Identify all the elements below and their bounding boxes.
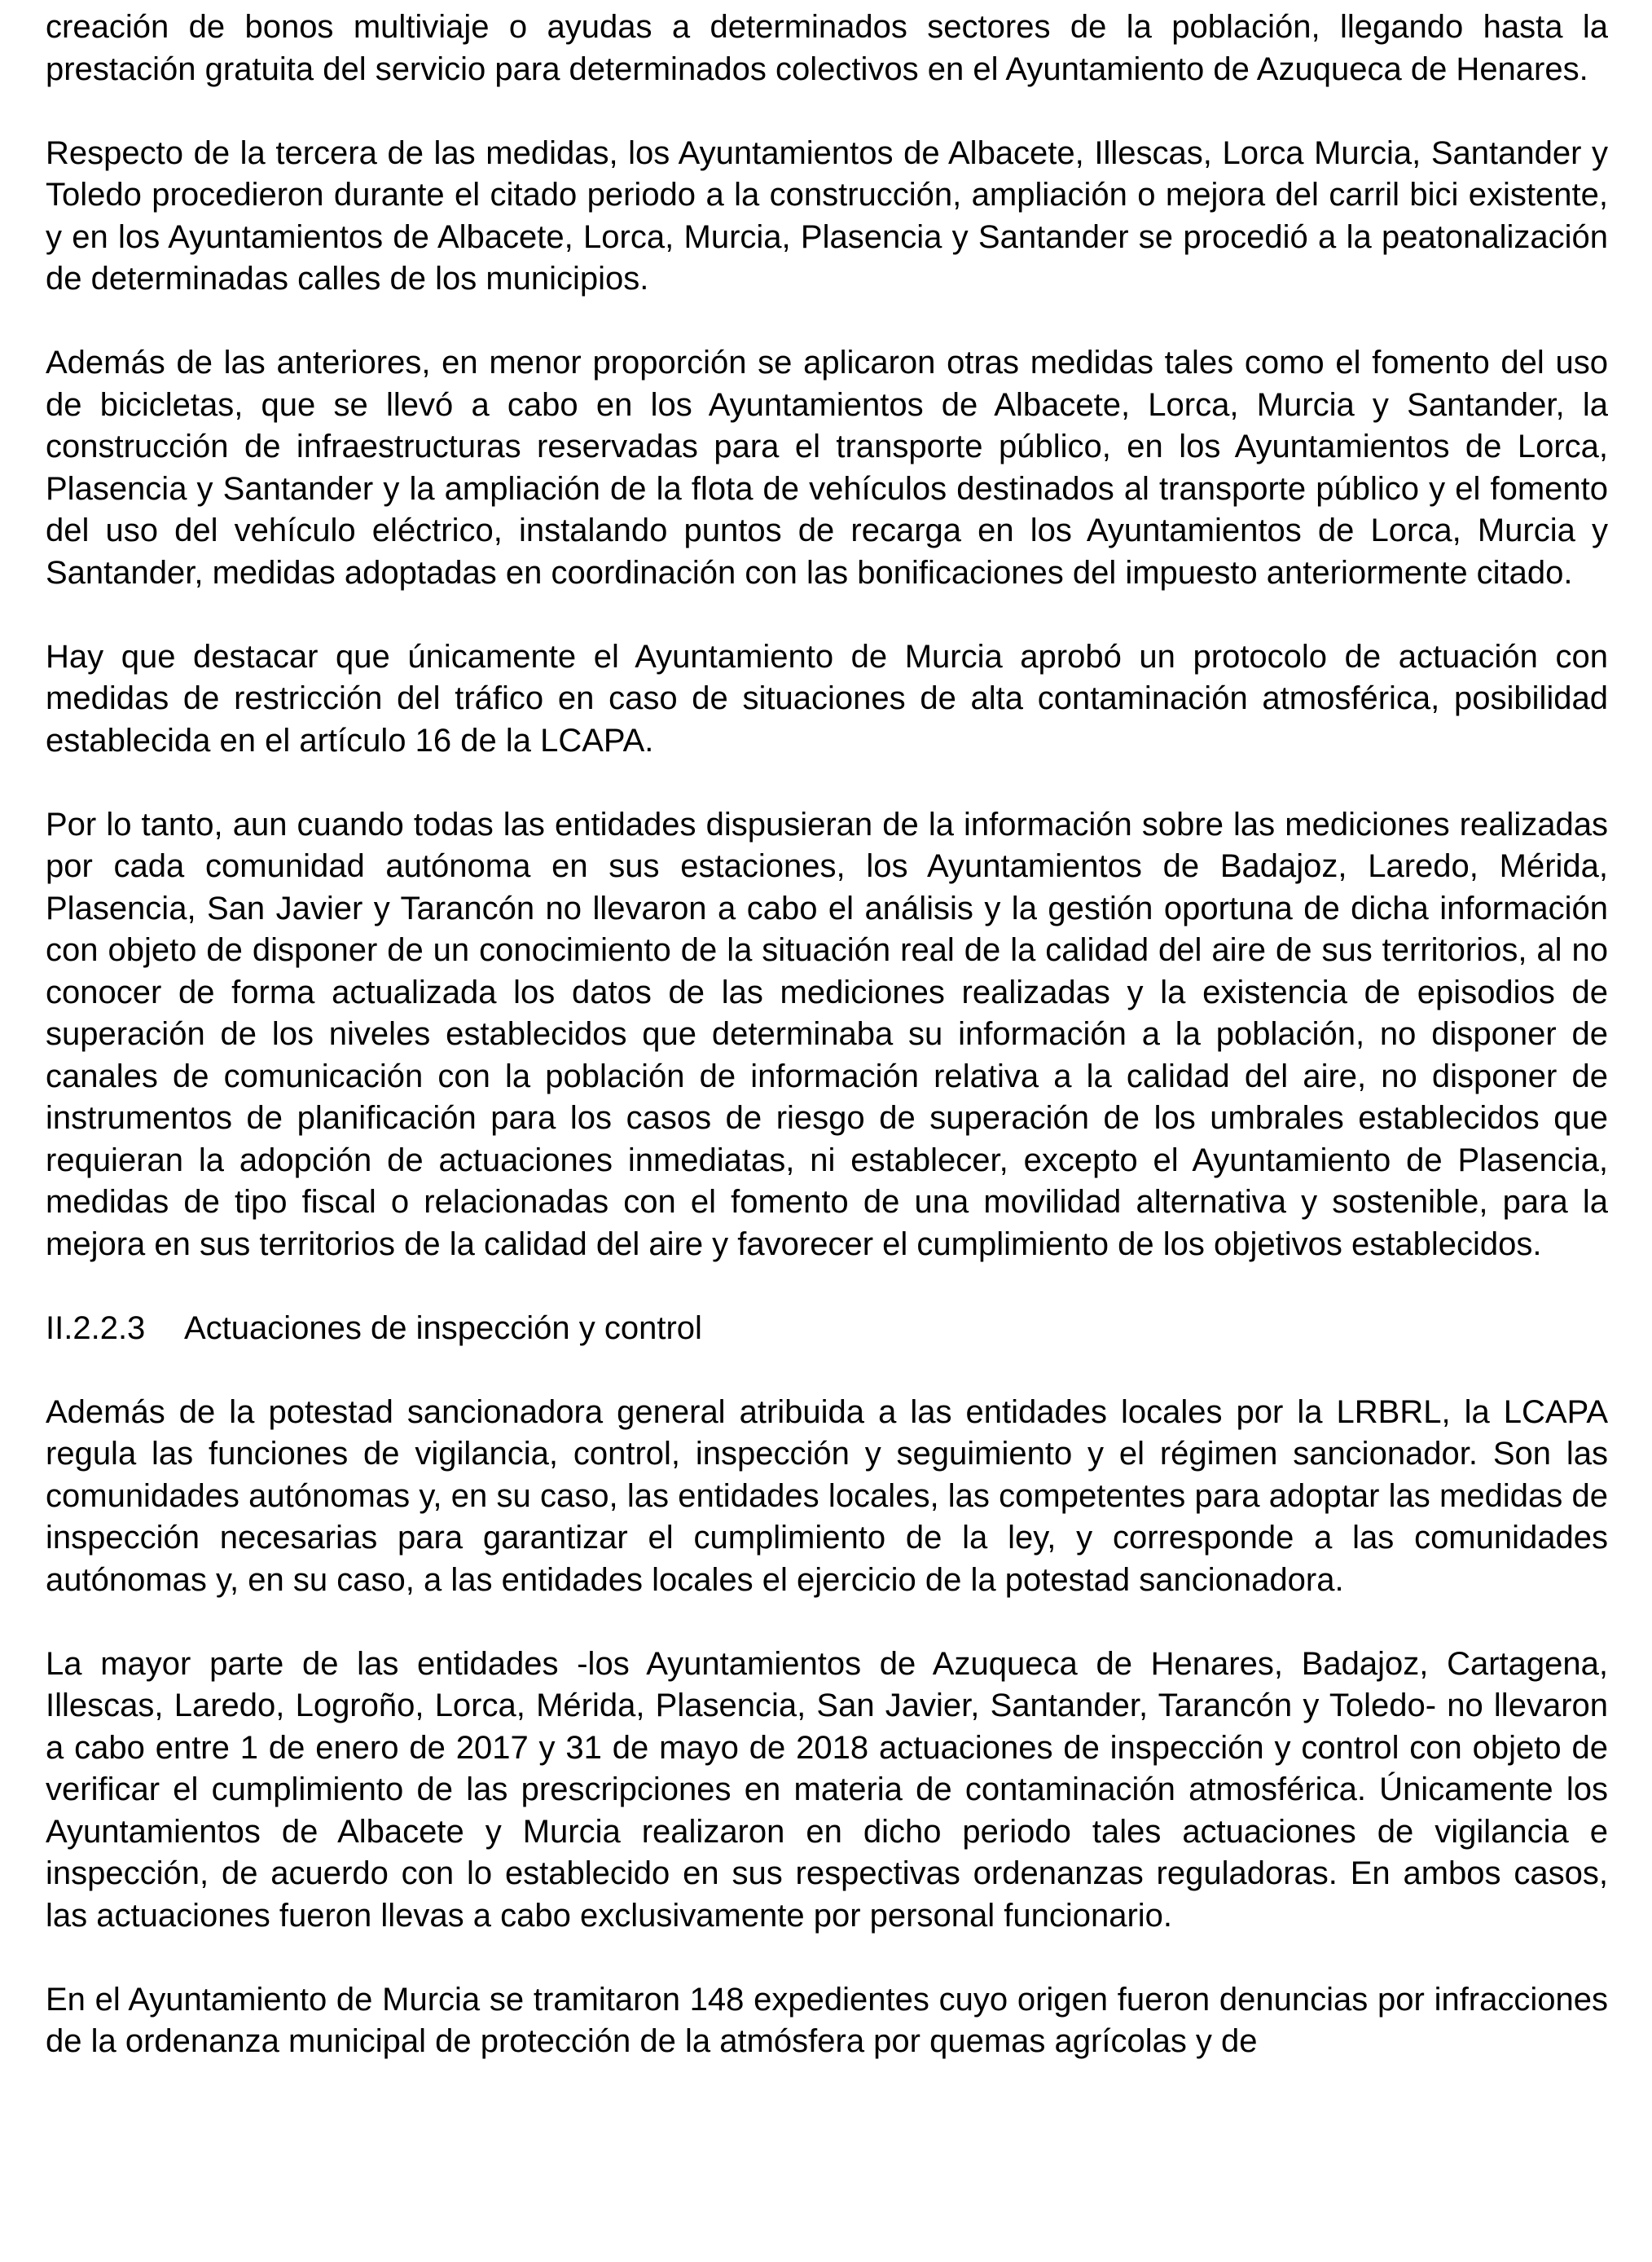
paragraph-expedientes-murcia: En el Ayuntamiento de Murcia se tramitaron 148 expedientes cuyo origen fueron denuncias por infracciones de la ordenanza municipal de protección de la atmósfera por quemas agrícolas y de xyxy=(46,1981,1608,2059)
section-heading xyxy=(46,1308,1608,1350)
paragraph-conclusion: Por lo tanto, aun cuando todas las entidades dispusieran de la información sobre las mediciones realizadas por cada comunidad autónoma en sus estaciones, los Ayuntamientos de Badajoz, Laredo, Mérida, Plasencia, San Javier y Tarancón no llevaron a cabo el análisis y la gestión oportuna de dicha información con objeto de disponer de un conocimiento de la situación real de la calidad del aire de sus territorios, al no conocer de forma actualizada los datos de las mediciones realizadas y la existencia de episodios de superación de los niveles establecidos que determinaba su información a la población, no disponer de canales de comunicación con la población de información relativa a la calidad del aire, no disponer de instrumentos de planificación para los casos de riesgo de superación de los umbrales establecidos que requieran la adopción de actuaciones inmediatas, ni establecer, excepto el Ayuntamiento de Plasencia, medidas de tipo fiscal o relacionadas con el fomento de una movilidad alternativa y sostenible, para la mejora en sus territorios de la calidad del aire y favorecer el cumplimiento de los objetivos establecidos. xyxy=(46,806,1608,1262)
paragraph-bonos-multiviaje: creación de bonos multiviaje o ayudas a determinados sectores de la población, llegando hasta la prestación gratuita del servicio para determinados colectivos en el Ayuntamiento de Azuqueca de Henares. xyxy=(46,9,1608,87)
paragraph-otras-medidas: Además de las anteriores, en menor proporción se aplicaron otras medidas tales como el fomento del uso de bicicletas, que se llevó a cabo en los Ayuntamientos de Albacete, Lorca, Murcia y Santander, la construcción de infraestructuras reservadas para el transporte público, en los Ayuntamientos de Lorca, Plasencia y Santander y la ampliación de la flota de vehículos destinados al transporte público y el fomento del uso del vehículo eléctrico, instalando puntos de recarga en los Ayuntamientos de Lorca, Murcia y Santander, medidas adoptadas en coordinación con las bonificaciones del impuesto anteriormente citado. xyxy=(46,345,1608,591)
paragraph-carril-bici: Respecto de la tercera de las medidas, los Ayuntamientos de Albacete, Illescas, Lorca Murcia, Santander y Toledo procedieron durante el citado periodo a la construcción, ampliación o mejora del carril bici existente, y en los Ayuntamientos de Albacete, Lorca, Murcia, Plasencia y Santander se procedió a la peatonalización de determinadas calles de los municipios. xyxy=(46,134,1608,297)
section-title: Actuaciones de inspección y control xyxy=(184,1309,702,1346)
paragraph-potestad-sancionadora: Además de la potestad sancionadora general atribuida a las entidades locales por la LRBRL, la LCAPA regula las funciones de vigilancia, control, inspección y seguimiento y el régimen sancionador. Son las comunidades autónomas y, en su caso, las entidades locales, las competentes para adoptar las medidas de inspección necesarias para garantizar el cumplimiento de la ley, y corresponde a las comunidades autónomas y, en su caso, a las entidades locales el ejercicio de la potestad sancionadora. xyxy=(46,1393,1608,1598)
section-number: II.2.2.3 xyxy=(46,1309,146,1346)
paragraph-protocolo-murcia: Hay que destacar que únicamente el Ayuntamiento de Murcia aprobó un protocolo de actuación con medidas de restricción del tráfico en caso de situaciones de alta contaminación atmosférica, posibilidad establecida en el artículo 16 de la LCAPA. xyxy=(46,638,1608,759)
paragraph-mayor-parte-entidades: La mayor parte de las entidades -los Ayuntamientos de Azuqueca de Henares, Badajoz, Cartagena, Illescas, Laredo, Logroño, Lorca, Mérida, Plasencia, San Javier, Santander, Tarancón y Toledo- no llevaron a cabo entre 1 de enero de 2017 y 31 de mayo de 2018 actuaciones de inspección y control con objeto de verificar el cumplimiento de las prescripciones en materia de contaminación atmosférica. Únicamente los Ayuntamientos de Albacete y Murcia realizaron en dicho periodo tales actuaciones de vigilancia e inspección, de acuerdo con lo establecido en sus respectivas ordenanzas reguladoras. En ambos casos, las actuaciones fueron llevas a cabo exclusivamente por personal funcionario. xyxy=(46,1645,1608,1934)
document-page xyxy=(46,7,1608,2105)
